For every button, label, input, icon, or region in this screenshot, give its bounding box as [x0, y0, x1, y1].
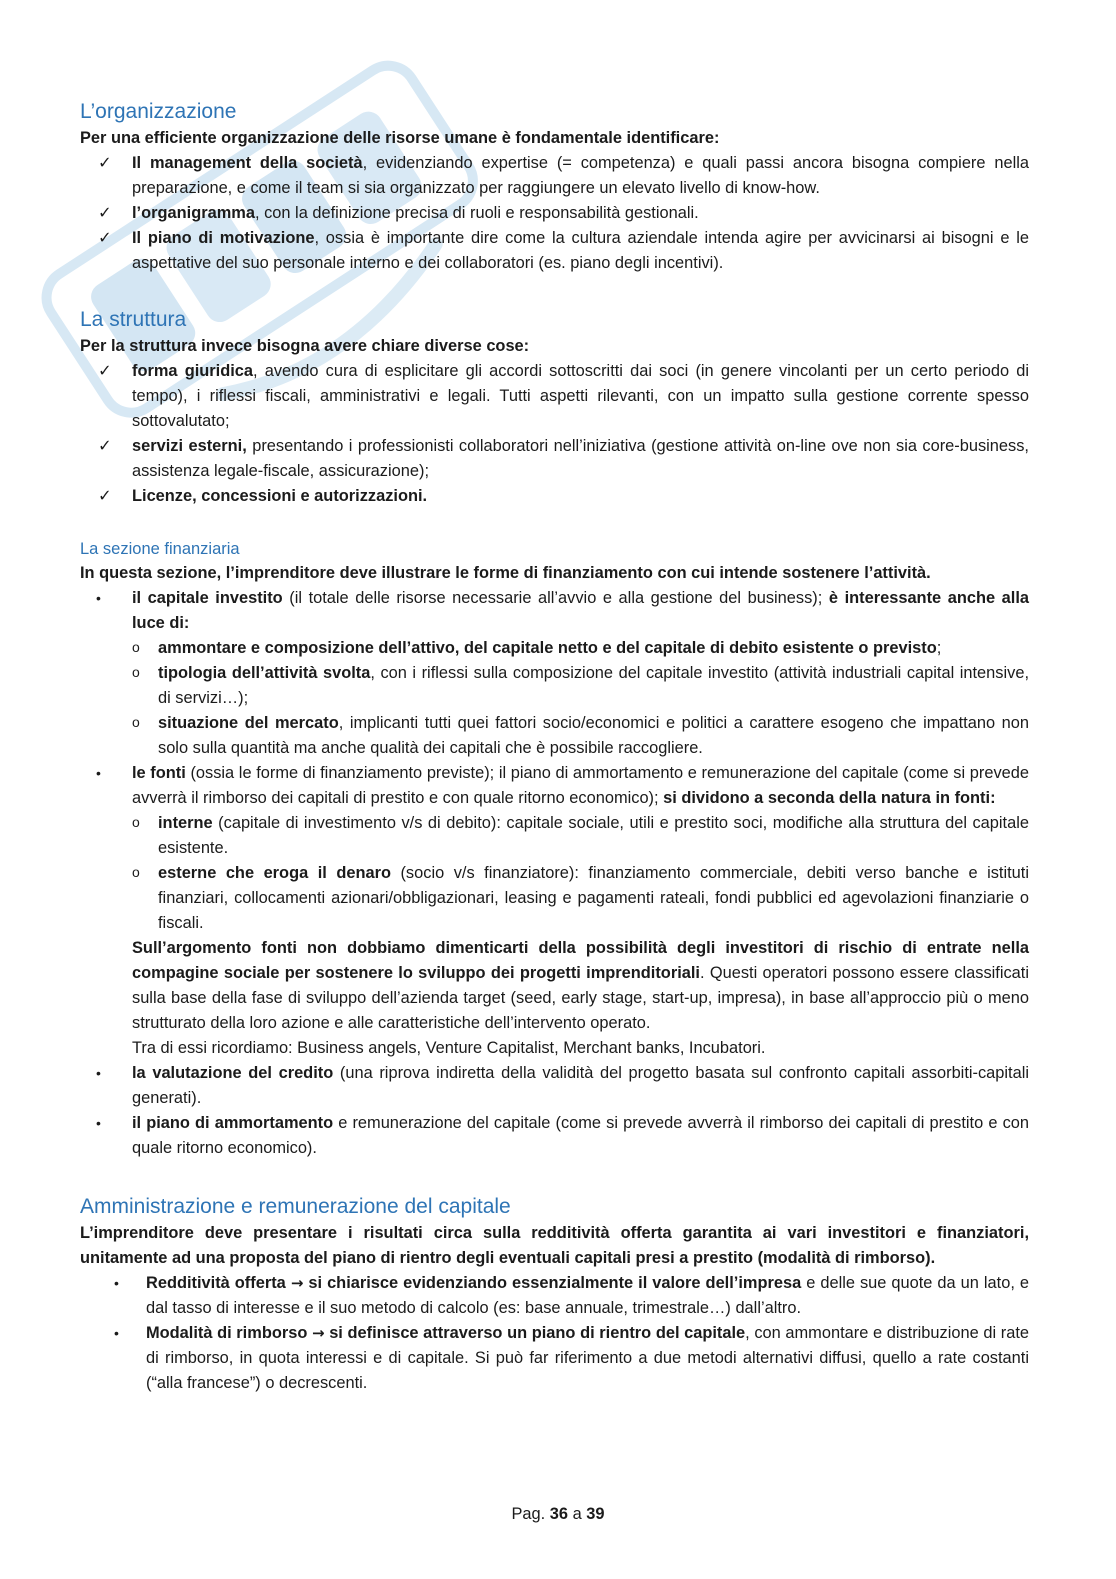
- bullet-icon: •: [96, 1115, 101, 1131]
- page-footer: Pag. 36 a 39: [511, 1505, 605, 1523]
- list-item: ✓ Il piano di motivazione, ossia è importante dire come la cultura aziendale intenda agire per avvicinarsi ai bisogni e le aspettative del suo personale interno e dei collaboratori (es. piano degli incentivi).: [80, 226, 1029, 276]
- list-item: o esterne che eroga il denaro (socio v/s finanziatore): finanziamento commerciale, debiti verso banche e istituti finanziari, collocamenti azionari/obbligazionari, leasing e pagamenti rateali, fondi pubblici ed agevolazioni finanziarie o fiscali.: [80, 861, 1029, 936]
- bullet-icon: •: [96, 1065, 101, 1081]
- circle-bullet-icon: o: [132, 639, 140, 655]
- circle-bullet-icon: o: [132, 664, 140, 680]
- arrow-right-icon: →: [311, 1324, 325, 1342]
- list-item: ✓ Il management della società, evidenziando expertise (= competenza) e quali passi ancora bisogna compiere nella preparazione, e come il team si sia organizzato per raggiungere un elevato livello di know-how.: [80, 151, 1029, 201]
- sublist-fonti: [80, 811, 1029, 936]
- list-item: • le fonti (ossia le forme di finanziamento previste); il piano di ammortamento e remunerazione del capitale (come si prevede avverrà il rimborso dei capitali di prestito e con quale ritorno economico); si dividono a seconda della natura in fonti:: [80, 761, 1029, 811]
- checkmark-icon: ✓: [98, 362, 112, 380]
- list-item: • la valutazione del credito (una riprova indiretta della validità del progetto basata sul confronto capitali assorbiti-capitali generati).: [80, 1061, 1029, 1111]
- paragraph-ricordiamo: Tra di essi ricordiamo: Business angels, Venture Capitalist, Merchant banks, Incubatori.: [132, 1039, 766, 1057]
- bullet-icon: •: [114, 1275, 119, 1291]
- list-valutazione: [80, 1061, 1029, 1161]
- list-fonti: [80, 761, 1029, 811]
- current-page-number: 36: [549, 1505, 569, 1523]
- checkmark-icon: ✓: [98, 204, 112, 222]
- list-item: o situazione del mercato, implicanti tutti quei fattori socio/economici e politici a carattere esogeno che impattano non solo sulla quantità ma anche qualità dei capitali che è possibile raccogliere.: [80, 711, 1029, 761]
- checklist-struttura: [80, 359, 1029, 509]
- bullet-icon: •: [96, 590, 101, 606]
- paragraph-investitori: Sull’argomento fonti non dobbiamo dimenticarti della possibilità degli investitori di rischio di entrate nella compagine sociale per sostenere lo sviluppo dei progetti imprenditoriali. Questi operatori possono essere classificati sulla base della fase di sviluppo dell’azienda target (seed, early stage, start-up, impresa), in base all’approccio più o meno strutturato della loro azione e alle caratteristiche dell’intervento operato.: [132, 939, 1029, 1032]
- total-page-number: 39: [586, 1505, 605, 1523]
- list-item: ✓ Licenze, concessioni e autorizzazioni.: [80, 484, 1029, 509]
- heading-struttura: La struttura: [80, 308, 187, 331]
- list-item: o tipologia dell’attività svolta, con i riflessi sulla composizione del capitale investito (attività industriali capital intensive, di servizi…);: [80, 661, 1029, 711]
- section-amministrazione: [80, 1193, 1029, 1396]
- list-finanziaria: [80, 586, 1029, 636]
- section-organizzazione: [80, 98, 1029, 276]
- heading-finanziaria: La sezione finanziaria: [80, 540, 240, 558]
- lead-struttura: Per la struttura invece bisogna avere chiare diverse cose:: [80, 337, 530, 355]
- list-item: o interne (capitale di investimento v/s di debito): capitale sociale, utili e prestito soci, modifiche alla struttura del capitale esistente.: [80, 811, 1029, 861]
- heading-amministrazione: Amministrazione e remunerazione del capitale: [80, 1195, 511, 1218]
- list-item: ✓ l’organigramma, con la definizione precisa di ruoli e responsabilità gestionali.: [80, 201, 1029, 226]
- list-item: ✓ forma giuridica, avendo cura di esplicitare gli accordi sottoscritti dai soci (in genere vincolanti per un certo periodo di tempo), i riflessi fiscali, amministrativi e legali. Tutti aspetti rilevanti, con un impatto sulla gestione corrente spesso sottovalutato;: [80, 359, 1029, 434]
- lead-organizzazione: Per una efficiente organizzazione delle risorse umane è fondamentale identificare:: [80, 129, 720, 147]
- arrow-right-icon: →: [290, 1274, 304, 1292]
- sublist-capitale: [80, 636, 1029, 761]
- list-item: o ammontare e composizione dell’attivo, del capitale netto e del capitale di debito esistente o previsto;: [80, 636, 1029, 661]
- section-finanziaria: [80, 537, 1029, 1161]
- checkmark-icon: ✓: [98, 229, 112, 247]
- list-amministrazione: [80, 1271, 1029, 1396]
- checkmark-icon: ✓: [98, 154, 112, 172]
- checklist-organizzazione: [80, 151, 1029, 276]
- list-item: • Redditività offerta → si chiarisce evidenziando essenzialmente il valore dell’impresa e delle sue quote da un lato, e dal tasso di interesse e il suo metodo di calcolo (es: base annuale, trimestrale…) dall’altro.: [80, 1271, 1029, 1321]
- list-item: • Modalità di rimborso → si definisce attraverso un piano di rientro del capitale, con ammontare e distribuzione di rate di rimborso, in quota interessi e di capitale. Si può far riferimento a due metodi alternativi diffusi, quello a rate costanti (“alla francese”) o decrescenti.: [80, 1321, 1029, 1396]
- bullet-icon: •: [114, 1325, 119, 1341]
- document-body: [80, 98, 1029, 1396]
- circle-bullet-icon: o: [132, 864, 140, 880]
- circle-bullet-icon: o: [132, 714, 140, 730]
- circle-bullet-icon: o: [132, 814, 140, 830]
- section-struttura: [80, 306, 1029, 509]
- list-item: • il capitale investito (il totale delle risorse necessarie all’avvio e alla gestione del business); è interessante anche alla luce di:: [80, 586, 1029, 636]
- lead-amministrazione: L’imprenditore deve presentare i risultati circa sulla redditività offerta garantita ai vari investitori e finanziatori, unitamente ad una proposta del piano di rientro degli eventuali capitali presi a prestito (modalità di rimborso).: [80, 1224, 1029, 1267]
- lead-finanziaria: In questa sezione, l’imprenditore deve illustrare le forme di finanziamento con cui intende sostenere l’attività.: [80, 564, 931, 582]
- list-item: • il piano di ammortamento e remunerazione del capitale (come si prevede avverrà il rimborso dei capitali di prestito e con quale ritorno economico).: [80, 1111, 1029, 1161]
- checkmark-icon: ✓: [98, 487, 112, 505]
- list-item: ✓ servizi esterni, presentando i professionisti collaboratori nell’iniziativa (gestione attività on-line ove non sia core-business, assistenza legale-fiscale, assicurazione);: [80, 434, 1029, 484]
- bullet-icon: •: [96, 765, 101, 781]
- heading-organizzazione: L’organizzazione: [80, 100, 237, 123]
- checkmark-icon: ✓: [98, 437, 112, 455]
